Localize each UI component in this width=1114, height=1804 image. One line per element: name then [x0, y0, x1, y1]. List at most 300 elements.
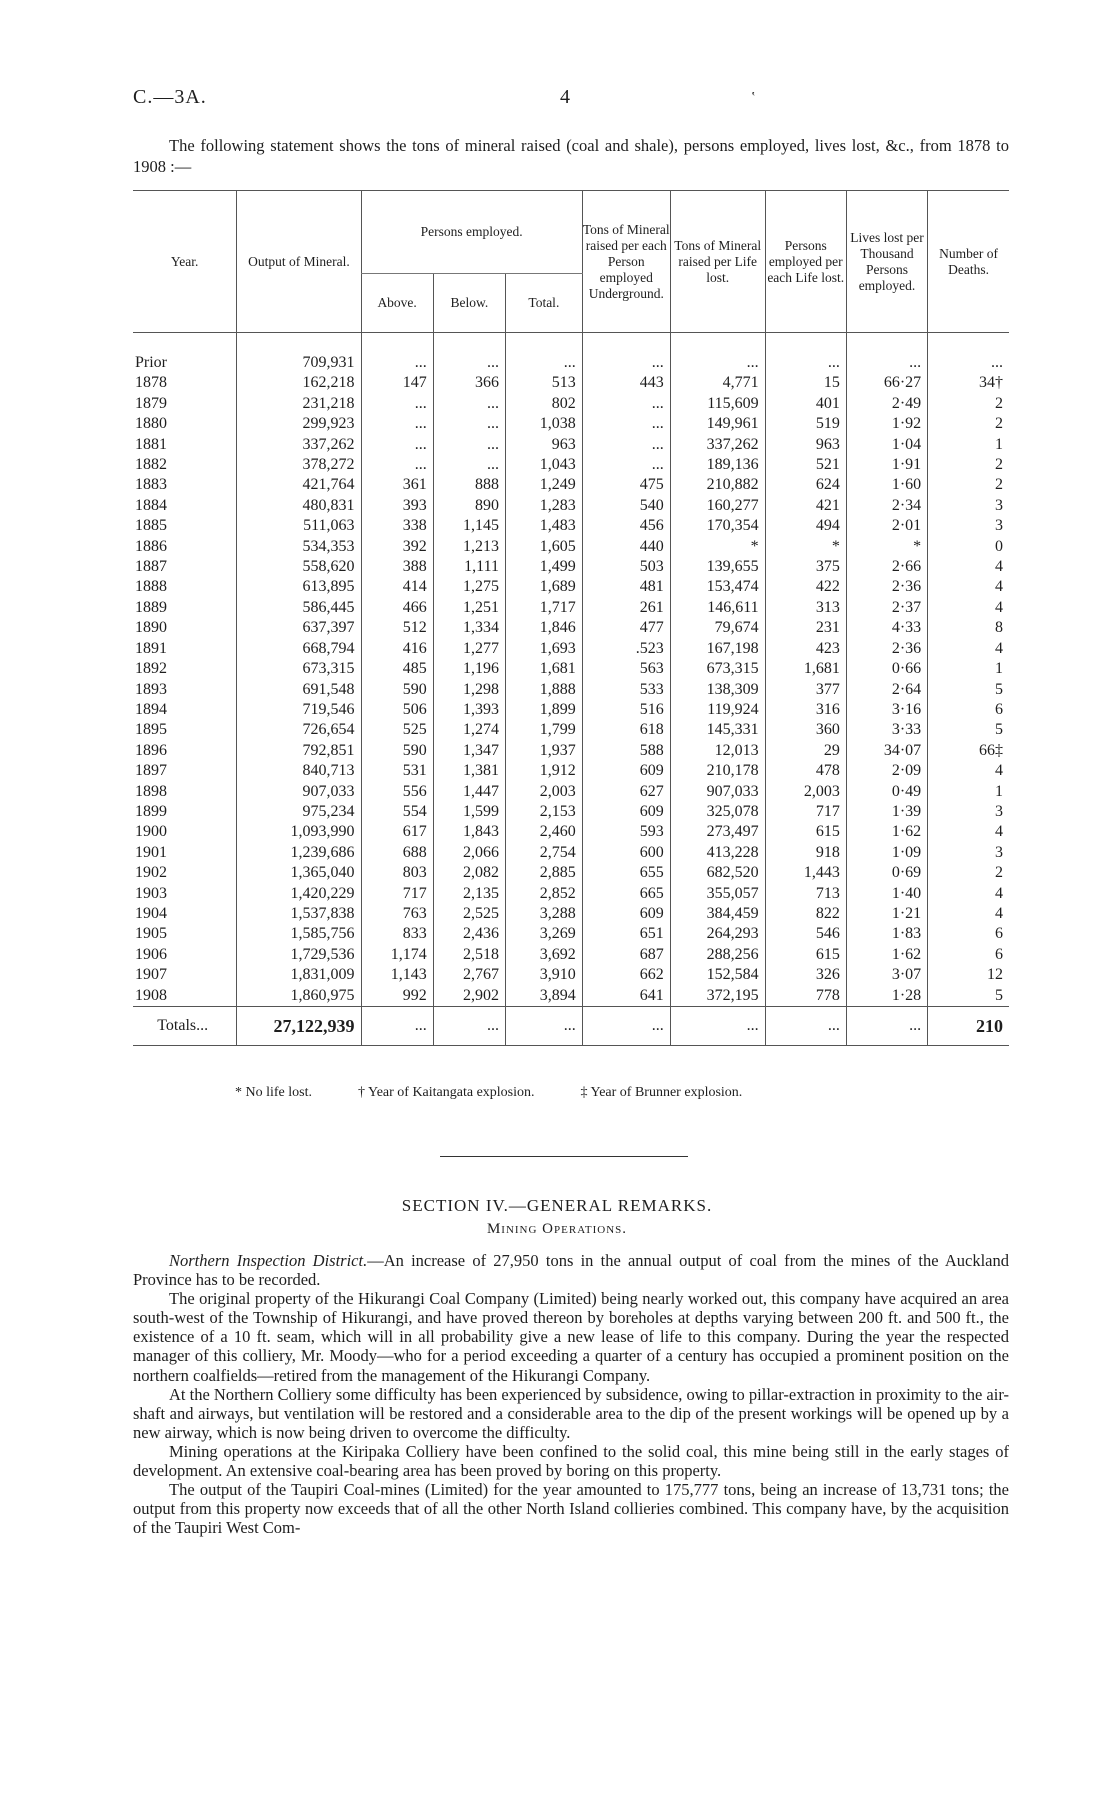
- cell-below: ...: [433, 435, 505, 455]
- cell-output: 299,923: [237, 414, 361, 434]
- cell-tons-life: 384,459: [670, 904, 765, 924]
- cell-total: 3,910: [505, 965, 582, 985]
- cell-total: 1,899: [505, 700, 582, 720]
- cell-year: 1881: [135, 435, 167, 453]
- cell-tons-ug: 261: [582, 598, 670, 618]
- cell-tons-ug: 651: [582, 924, 670, 944]
- header-above: Above.: [361, 274, 433, 333]
- cell-lives-k: 1·91: [846, 455, 927, 475]
- cell-output: 668,794: [237, 639, 361, 659]
- cell-deaths: 34†: [928, 373, 1009, 393]
- cell-lives-k: 2·37: [846, 598, 927, 618]
- cell-output: 162,218: [237, 373, 361, 393]
- cell-below: 1,447: [433, 782, 505, 802]
- totals-below: ...: [433, 1007, 505, 1046]
- cell-tons-life: 153,474: [670, 577, 765, 597]
- cell-lives-k: 2·64: [846, 680, 927, 700]
- cell-above: 466: [361, 598, 433, 618]
- cell-year: 1887: [135, 558, 167, 576]
- cell-total: 3,692: [505, 945, 582, 965]
- cell-year: 1886: [135, 537, 167, 555]
- cell-above: 506: [361, 700, 433, 720]
- cell-tons-ug: 563: [582, 659, 670, 679]
- cell-above: 763: [361, 904, 433, 924]
- cell-output: 840,713: [237, 761, 361, 781]
- cell-above: 1,143: [361, 965, 433, 985]
- table-row: [133, 843, 1009, 863]
- cell-tons-life: 189,136: [670, 455, 765, 475]
- cell-total: 1,249: [505, 475, 582, 495]
- header-output: Output of Mineral.: [237, 191, 361, 333]
- cell-tons-life: 4,771: [670, 373, 765, 393]
- cell-output: 1,365,040: [237, 863, 361, 883]
- cell-tons-life: 149,961: [670, 414, 765, 434]
- cell-persons-life: 401: [765, 394, 846, 414]
- table-row: [133, 435, 1009, 455]
- cell-below: 1,196: [433, 659, 505, 679]
- totals-tons-ug: ...: [582, 1007, 670, 1046]
- cell-tons-ug: 593: [582, 822, 670, 842]
- cell-deaths: 8: [928, 618, 1009, 638]
- cell-below: 888: [433, 475, 505, 495]
- cell-tons-life: 907,033: [670, 782, 765, 802]
- cell-above: ...: [361, 435, 433, 455]
- cell-deaths: 6: [928, 700, 1009, 720]
- cell-persons-life: 421: [765, 496, 846, 516]
- cell-below: 2,082: [433, 863, 505, 883]
- table-row: [133, 353, 1009, 373]
- cell-total: 2,852: [505, 884, 582, 904]
- footnote-brunner: ‡ Year of Brunner explosion.: [580, 1085, 743, 1100]
- cell-deaths: 6: [928, 945, 1009, 965]
- cell-below: 2,525: [433, 904, 505, 924]
- cell-year: 1905: [135, 925, 167, 943]
- cell-output: 613,895: [237, 577, 361, 597]
- cell-total: 2,003: [505, 782, 582, 802]
- cell-tons-ug: 475: [582, 475, 670, 495]
- cell-output: 534,353: [237, 537, 361, 557]
- cell-output: 1,537,838: [237, 904, 361, 924]
- cell-deaths: 1: [928, 659, 1009, 679]
- cell-above: 393: [361, 496, 433, 516]
- cell-persons-life: 15: [765, 373, 846, 393]
- cell-persons-life: 713: [765, 884, 846, 904]
- cell-year: 1903: [135, 884, 167, 902]
- cell-deaths: 5: [928, 720, 1009, 740]
- cell-above: 531: [361, 761, 433, 781]
- cell-tons-ug: ...: [582, 414, 670, 434]
- cell-tons-life: 325,078: [670, 802, 765, 822]
- table-row: [133, 782, 1009, 802]
- cell-below: 890: [433, 496, 505, 516]
- cell-total: 1,689: [505, 577, 582, 597]
- cell-tons-ug: 662: [582, 965, 670, 985]
- table-row: [133, 475, 1009, 495]
- cell-lives-k: 1·60: [846, 475, 927, 495]
- cell-tons-ug: 533: [582, 680, 670, 700]
- document-code: C.—3A.: [133, 86, 207, 108]
- cell-total: 1,693: [505, 639, 582, 659]
- cell-persons-life: 494: [765, 516, 846, 536]
- cell-below: 1,213: [433, 537, 505, 557]
- cell-total: 1,912: [505, 761, 582, 781]
- cell-output: 1,831,009: [237, 965, 361, 985]
- cell-above: 590: [361, 741, 433, 761]
- cell-lives-k: 2·01: [846, 516, 927, 536]
- cell-above: 1,174: [361, 945, 433, 965]
- cell-year: 1893: [135, 680, 167, 698]
- cell-deaths: 5: [928, 680, 1009, 700]
- cell-persons-life: 778: [765, 986, 846, 1007]
- cell-persons-life: 422: [765, 577, 846, 597]
- cell-tons-ug: 609: [582, 802, 670, 822]
- cell-deaths: 3: [928, 516, 1009, 536]
- cell-output: 337,262: [237, 435, 361, 455]
- cell-lives-k: 1·92: [846, 414, 927, 434]
- table-row: [133, 414, 1009, 434]
- cell-below: 2,135: [433, 884, 505, 904]
- cell-persons-life: 326: [765, 965, 846, 985]
- cell-below: 1,381: [433, 761, 505, 781]
- header-total: Total.: [505, 274, 582, 333]
- cell-deaths: 2: [928, 414, 1009, 434]
- cell-year: 1907: [135, 966, 167, 984]
- cell-total: 1,937: [505, 741, 582, 761]
- cell-persons-life: 1,681: [765, 659, 846, 679]
- cell-lives-k: *: [846, 537, 927, 557]
- cell-lives-k: 1·39: [846, 802, 927, 822]
- cell-tons-life: *: [670, 537, 765, 557]
- table-row: [133, 373, 1009, 393]
- table-row: [133, 557, 1009, 577]
- cell-year: 1892: [135, 660, 167, 678]
- table-row: [133, 680, 1009, 700]
- section-title: SECTION IV.—GENERAL REMARKS.: [401, 1196, 713, 1215]
- cell-total: 802: [505, 394, 582, 414]
- cell-year: 1898: [135, 782, 167, 800]
- cell-tons-ug: 609: [582, 904, 670, 924]
- cell-year: 1882: [135, 456, 167, 474]
- cell-year: 1895: [135, 721, 167, 739]
- cell-year: 1879: [135, 394, 167, 412]
- cell-lives-k: ...: [846, 353, 927, 373]
- cell-total: 1,499: [505, 557, 582, 577]
- cell-below: 1,111: [433, 557, 505, 577]
- cell-below: 1,393: [433, 700, 505, 720]
- body-text: [133, 1251, 1009, 1537]
- cell-above: 392: [361, 537, 433, 557]
- cell-deaths: 4: [928, 577, 1009, 597]
- cell-deaths: ...: [928, 353, 1009, 373]
- cell-total: 963: [505, 435, 582, 455]
- cell-output: 907,033: [237, 782, 361, 802]
- cell-lives-k: 2·49: [846, 394, 927, 414]
- cell-persons-life: 313: [765, 598, 846, 618]
- cell-deaths: 2: [928, 394, 1009, 414]
- cell-tons-life: ...: [670, 353, 765, 373]
- table-row: [133, 516, 1009, 536]
- cell-output: 719,546: [237, 700, 361, 720]
- cell-lives-k: 2·66: [846, 557, 927, 577]
- cell-deaths: 2: [928, 455, 1009, 475]
- cell-below: 2,518: [433, 945, 505, 965]
- cell-persons-life: 423: [765, 639, 846, 659]
- cell-tons-ug: 588: [582, 741, 670, 761]
- paragraph-taupiri: The output of the Taupiri Coal-mines (Limited) for the year amounted to 175,777 tons, being an increase of 13,731 tons; the output from this property now exceeds that of all the other North Island collieries combined. This company have, by the acquisition of the Taupiri West Com-: [133, 1480, 1009, 1538]
- cell-tons-ug: ...: [582, 353, 670, 373]
- cell-tons-life: 210,178: [670, 761, 765, 781]
- cell-tons-life: 145,331: [670, 720, 765, 740]
- cell-tons-life: 673,315: [670, 659, 765, 679]
- cell-lives-k: 1·21: [846, 904, 927, 924]
- cell-below: ...: [433, 414, 505, 434]
- cell-lives-k: 3·16: [846, 700, 927, 720]
- cell-year: 1899: [135, 802, 167, 820]
- cell-above: 590: [361, 680, 433, 700]
- cell-total: 2,885: [505, 863, 582, 883]
- table-body: [133, 333, 1009, 1007]
- cell-tons-ug: 516: [582, 700, 670, 720]
- cell-year: 1890: [135, 619, 167, 637]
- cell-lives-k: 0·49: [846, 782, 927, 802]
- cell-persons-life: 478: [765, 761, 846, 781]
- cell-above: 512: [361, 618, 433, 638]
- cell-above: ...: [361, 353, 433, 373]
- cell-tons-life: 288,256: [670, 945, 765, 965]
- cell-total: 3,288: [505, 904, 582, 924]
- cell-year: 1885: [135, 517, 167, 535]
- table-row: [133, 924, 1009, 944]
- cell-output: 975,234: [237, 802, 361, 822]
- cell-persons-life: 624: [765, 475, 846, 495]
- cell-year: 1883: [135, 476, 167, 494]
- table-row: [133, 639, 1009, 659]
- cell-lives-k: 1·28: [846, 986, 927, 1007]
- cell-total: 513: [505, 373, 582, 393]
- cell-below: 1,274: [433, 720, 505, 740]
- cell-tons-ug: 600: [582, 843, 670, 863]
- cell-deaths: 2: [928, 863, 1009, 883]
- cell-below: 2,767: [433, 965, 505, 985]
- cell-above: 554: [361, 802, 433, 822]
- cell-deaths: 4: [928, 639, 1009, 659]
- cell-total: 1,681: [505, 659, 582, 679]
- cell-below: 1,334: [433, 618, 505, 638]
- cell-tons-life: 355,057: [670, 884, 765, 904]
- cell-below: 1,145: [433, 516, 505, 536]
- cell-below: 1,277: [433, 639, 505, 659]
- intro-paragraph: The following statement shows the tons of mineral raised (coal and shale), persons employed, lives lost, &c., from 1878 to 1908 :—: [133, 136, 1009, 176]
- cell-deaths: 3: [928, 496, 1009, 516]
- totals-output: 27,122,939: [237, 1007, 361, 1046]
- footnote-no-life-lost: * No life lost.: [235, 1085, 312, 1100]
- cell-lives-k: 2·09: [846, 761, 927, 781]
- totals-row: [133, 1007, 1009, 1046]
- table-row: [133, 986, 1009, 1007]
- cell-year: Prior: [135, 354, 167, 371]
- table-row: [133, 700, 1009, 720]
- cell-tons-ug: 627: [582, 782, 670, 802]
- cell-lives-k: 66·27: [846, 373, 927, 393]
- paragraph-northern-district: [133, 1251, 1009, 1289]
- cell-tons-life: 119,924: [670, 700, 765, 720]
- cell-output: 637,397: [237, 618, 361, 638]
- cell-tons-ug: 618: [582, 720, 670, 740]
- footnotes: [235, 1085, 935, 1101]
- table-row: [133, 863, 1009, 883]
- cell-year: 1896: [135, 741, 167, 759]
- cell-year: 1904: [135, 904, 167, 922]
- cell-lives-k: 1·04: [846, 435, 927, 455]
- totals-deaths: 210: [928, 1007, 1009, 1046]
- cell-lives-k: 0·69: [846, 863, 927, 883]
- cell-lives-k: 1·09: [846, 843, 927, 863]
- cell-output: 792,851: [237, 741, 361, 761]
- header-below: Below.: [433, 274, 505, 333]
- stray-mark: ‛: [751, 90, 756, 105]
- cell-below: 2,066: [433, 843, 505, 863]
- cell-tons-life: 79,674: [670, 618, 765, 638]
- page-number: 4: [560, 86, 570, 108]
- table-row: [133, 720, 1009, 740]
- cell-year: 1889: [135, 598, 167, 616]
- cell-deaths: 4: [928, 884, 1009, 904]
- cell-year: 1902: [135, 864, 167, 882]
- table-row: [133, 904, 1009, 924]
- cell-lives-k: 0·66: [846, 659, 927, 679]
- cell-deaths: 4: [928, 598, 1009, 618]
- cell-output: 480,831: [237, 496, 361, 516]
- cell-tons-ug: 477: [582, 618, 670, 638]
- cell-output: 511,063: [237, 516, 361, 536]
- cell-output: 1,239,686: [237, 843, 361, 863]
- statistics-table: [133, 190, 1009, 1046]
- cell-total: 1,283: [505, 496, 582, 516]
- cell-output: 586,445: [237, 598, 361, 618]
- cell-persons-life: 918: [765, 843, 846, 863]
- cell-persons-life: 615: [765, 945, 846, 965]
- cell-total: 1,888: [505, 680, 582, 700]
- table-row: [133, 598, 1009, 618]
- totals-persons-life: ...: [765, 1007, 846, 1046]
- cell-persons-life: 1,443: [765, 863, 846, 883]
- cell-above: 361: [361, 475, 433, 495]
- cell-persons-life: ...: [765, 353, 846, 373]
- cell-tons-ug: 655: [582, 863, 670, 883]
- cell-deaths: 5: [928, 986, 1009, 1007]
- cell-year: 1891: [135, 639, 167, 657]
- cell-tons-ug: 641: [582, 986, 670, 1007]
- cell-total: 1,605: [505, 537, 582, 557]
- cell-tons-life: 413,228: [670, 843, 765, 863]
- cell-output: 558,620: [237, 557, 361, 577]
- cell-below: 2,902: [433, 986, 505, 1007]
- cell-output: 691,548: [237, 680, 361, 700]
- cell-persons-life: 2,003: [765, 782, 846, 802]
- cell-above: 414: [361, 577, 433, 597]
- cell-lives-k: 2·36: [846, 577, 927, 597]
- cell-total: 1,799: [505, 720, 582, 740]
- cell-above: 617: [361, 822, 433, 842]
- cell-tons-life: 682,520: [670, 863, 765, 883]
- cell-tons-ug: 443: [582, 373, 670, 393]
- cell-persons-life: 717: [765, 802, 846, 822]
- totals-total: ...: [505, 1007, 582, 1046]
- cell-year: 1884: [135, 496, 167, 514]
- cell-tons-life: 170,354: [670, 516, 765, 536]
- footnote-kaitangata: † Year of Kaitangata explosion.: [358, 1085, 535, 1100]
- cell-lives-k: 1·62: [846, 822, 927, 842]
- cell-total: ...: [505, 353, 582, 373]
- cell-lives-k: 1·40: [846, 884, 927, 904]
- cell-output: 1,093,990: [237, 822, 361, 842]
- header-lives-per-thousand: Lives lost per Thousand Persons employed.: [846, 191, 927, 333]
- cell-persons-life: 375: [765, 557, 846, 577]
- cell-lives-k: 2·36: [846, 639, 927, 659]
- cell-persons-life: 360: [765, 720, 846, 740]
- table-row: [133, 394, 1009, 414]
- cell-above: 525: [361, 720, 433, 740]
- header-year: Year.: [133, 191, 237, 333]
- cell-total: 1,483: [505, 516, 582, 536]
- cell-deaths: 4: [928, 822, 1009, 842]
- cell-tons-ug: ...: [582, 435, 670, 455]
- cell-lives-k: 1·83: [846, 924, 927, 944]
- cell-lives-k: 1·62: [846, 945, 927, 965]
- cell-above: 485: [361, 659, 433, 679]
- cell-tons-ug: 687: [582, 945, 670, 965]
- table-row: [133, 577, 1009, 597]
- cell-tons-ug: ...: [582, 455, 670, 475]
- paragraph-hikurangi: The original property of the Hikurangi Coal Company (Limited) being nearly worked out, this company have acquired an area south-west of the Township of Hikurangi, and have proved thereon by boreholes at depths varying between 200 ft. and 500 ft., the existence of a 10 ft. seam, which will in all probability give a new lease of life to this company. During the year the respected manager of this colliery, Mr. Moody—who for a period exceeding a quarter of a century has occupied a prominent position on the northern coalfields—retired from the management of the Hikurangi Company.: [133, 1289, 1009, 1385]
- cell-below: 1,275: [433, 577, 505, 597]
- cell-above: 338: [361, 516, 433, 536]
- cell-deaths: 66‡: [928, 741, 1009, 761]
- cell-persons-life: *: [765, 537, 846, 557]
- cell-below: 2,436: [433, 924, 505, 944]
- cell-persons-life: 519: [765, 414, 846, 434]
- cell-below: ...: [433, 353, 505, 373]
- header-tons-per-life: Tons of Mineral raised per Life lost.: [670, 191, 765, 333]
- cell-deaths: 6: [928, 924, 1009, 944]
- cell-tons-life: 138,309: [670, 680, 765, 700]
- cell-total: 2,460: [505, 822, 582, 842]
- cell-tons-life: 337,262: [670, 435, 765, 455]
- header-tons-per-underground: Tons of Mineral raised per each Person employed Underground.: [582, 191, 670, 333]
- cell-above: 556: [361, 782, 433, 802]
- cell-persons-life: 29: [765, 741, 846, 761]
- totals-label: Totals...: [133, 1007, 237, 1046]
- section-divider: [440, 1156, 688, 1157]
- cell-above: 147: [361, 373, 433, 393]
- cell-year: 1906: [135, 945, 167, 963]
- cell-total: 1,038: [505, 414, 582, 434]
- cell-deaths: 3: [928, 843, 1009, 863]
- cell-output: 1,420,229: [237, 884, 361, 904]
- cell-tons-ug: 456: [582, 516, 670, 536]
- cell-lives-k: 3·07: [846, 965, 927, 985]
- cell-tons-life: 12,013: [670, 741, 765, 761]
- cell-total: 1,043: [505, 455, 582, 475]
- cell-total: 2,754: [505, 843, 582, 863]
- cell-persons-life: 615: [765, 822, 846, 842]
- cell-tons-ug: 665: [582, 884, 670, 904]
- cell-persons-life: 546: [765, 924, 846, 944]
- section-subtitle: Mining Operations.: [486, 1221, 628, 1237]
- cell-deaths: 12: [928, 965, 1009, 985]
- table-row: [133, 822, 1009, 842]
- cell-output: 709,931: [237, 353, 361, 373]
